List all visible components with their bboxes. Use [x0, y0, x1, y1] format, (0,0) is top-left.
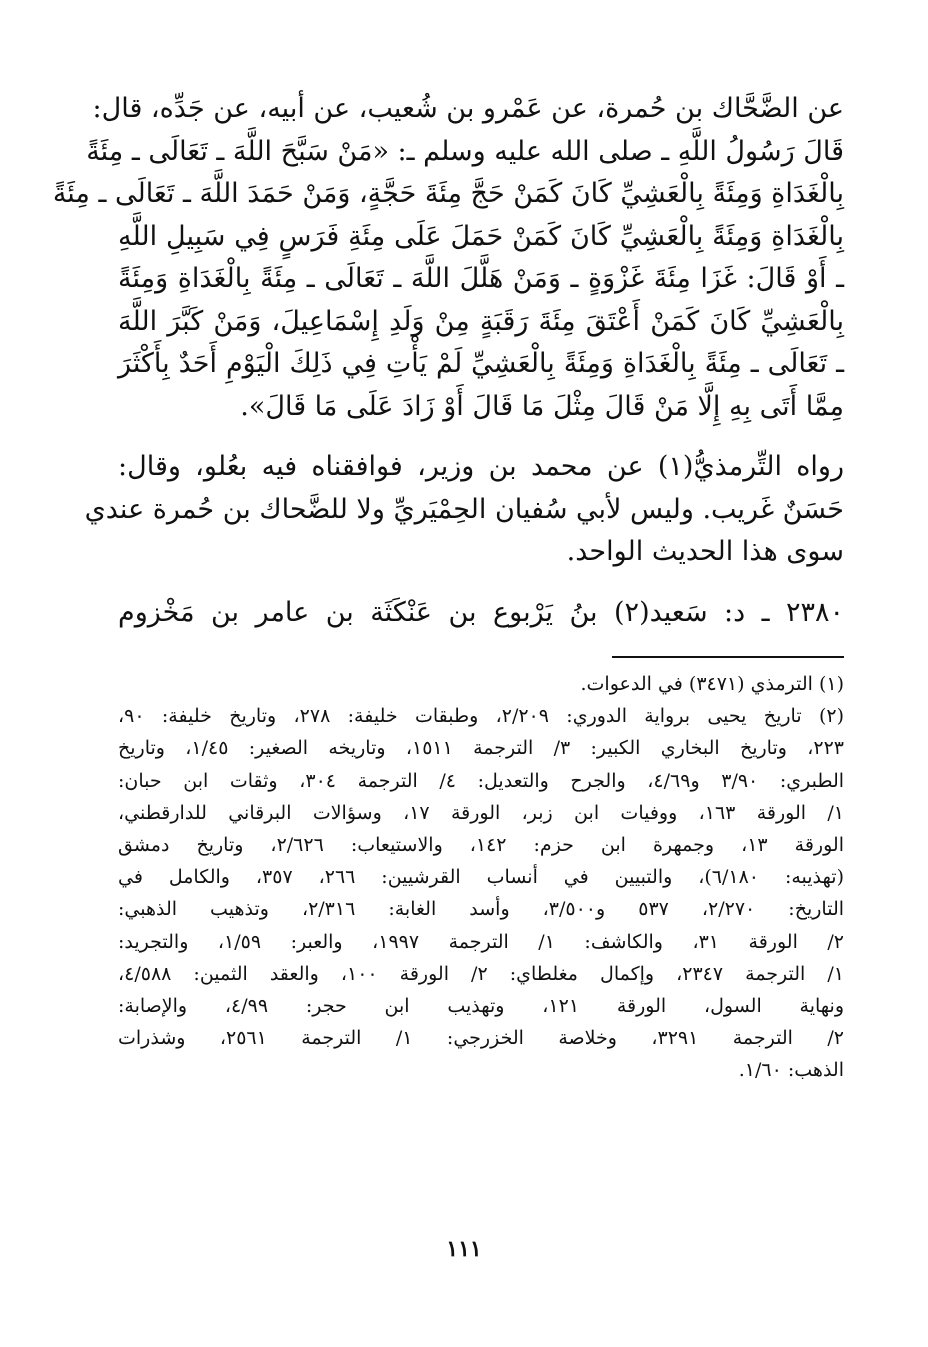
footnotes — [118, 668, 844, 1086]
footnote-separator — [612, 656, 844, 658]
footnote-line: ٢٢٣، وتاريخ البخاري الكبير: ٣/ الترجمة ١٥١١، وتاريخه الصغير: ١/٤٥، وتاريخ — [118, 737, 844, 760]
footnote-line: الطبري: ٣/٩٠ و٤/٦٩، والجرح والتعديل: ٤/ الترجمة ٣٠٤، وثقات ابن حبان: — [118, 769, 845, 792]
footnote-line: ٢/ الورقة ٣١، والكاشف: ١/ الترجمة ١٩٩٧، والعبر: ١/٥٩، والتجريد: — [118, 930, 844, 953]
text-line: بِالْغَدَاةِ وَمِئَةً بِالْعَشِيِّ كَانَ كَمَنْ حَمَلَ عَلَى مِئَةِ فَرَسٍ فِي سَبِيلِ اللَّهِ — [118, 220, 844, 252]
page-number: ١١١ — [446, 1236, 482, 1262]
commentary-paragraph — [84, 446, 844, 574]
page-body — [52, 88, 845, 1086]
text-line: ـ تَعَالَى ـ مِئَةً بِالْغَدَاةِ وَمِئَةً بِالْعَشِيِّ لَمْ يَأْتِ فِي ذَلِكَ الْيَوْمِ أَحَدٌ بِأَكْثَرَ — [118, 348, 844, 379]
text-line: بِالْغَدَاةِ وَمِئَةً بِالْعَشِيِّ كَانَ كَمَنْ حَجَّ مِئَةَ حَجَّةٍ، وَمَنْ حَمَدَ اللَّهَ ـ تَعَالَى ـ مِئَةً — [52, 178, 844, 209]
text-line: ـ أَوْ قَالَ: غَزَا مِئَةَ غَزْوَةٍ ـ وَمَنْ هَلَّلَ اللَّهَ ـ تَعَالَى ـ مِئَةً بِالْغَدَاةِ وَمِئَةً — [118, 263, 844, 294]
footnote-line: الذهب: ١/٦٠. — [738, 1059, 844, 1082]
footnote-2 — [118, 700, 844, 1086]
footnote-line: الورقة ١٣، وجمهرة ابن حزم: ١٤٢، والاستيعاب: ٢/٦٢٦، وتاريخ دمشق — [118, 833, 844, 856]
entry-heading-paragraph — [118, 592, 844, 635]
footnote-1: (١) الترمذي (٣٤٧١) في الدعوات. — [580, 673, 844, 695]
text-line: مِمَّا أَتَى بِهِ إِلَّا مَنْ قَالَ مِثْلَ مَا قَالَ أَوْ زَادَ عَلَى مَا قَالَ». — [240, 390, 844, 422]
footnote-line: ١/ الورقة ١٦٣، ووفيات ابن زبر، الورقة ١٧، وسؤالات البرقاني للدارقطني، — [118, 801, 844, 824]
footnote-line: (٢) تاريخ يحيى برواية الدوري: ٢/٢٠٩، وطبقات خليفة: ٢٧٨، وتاريخ خليفة: ٩٠، — [118, 705, 845, 728]
text-line: عن الضَّحَّاك بن حُمرة، عن عَمْرو بن شُعيب، عن أبيه، عن جَدِّه، قال: — [92, 93, 844, 124]
footnote-line: (تهذيبه: ٦/١٨٠)، والتبيين في أنساب القرشيين: ٢٦٦، ٣٥٧، والكامل في — [118, 866, 844, 889]
footnote-line: ٢/ الترجمة ٣٢٩١، وخلاصة الخزرجي: ١/ الترجمة ٢٥٦١، وشذرات — [118, 1027, 844, 1050]
text-line: بِالْعَشِيِّ كَانَ كَمَنْ أَعْتَقَ مِئَةَ رَقَبَةٍ مِنْ وَلَدِ إِسْمَاعِيلَ، وَمَنْ كَبَّرَ اللَّهَ — [118, 305, 844, 337]
entry-heading: ٢٣٨٠ ـ د: سَعيد(٢) بنُ يَرْبوع بن عَنْكَثَة بن عامر بن مَخْزوم — [118, 596, 845, 628]
text-line: حَسَنٌ غَريب. وليس لأبي سُفيان الحِمْيَريِّ ولا للضَّحاك بن حُمرة عندي — [84, 493, 844, 525]
text-line: سوى هذا الحديث الواحد. — [566, 536, 844, 567]
footnote-line: ١/ الترجمة ٢٣٤٧، وإكمال مغلطاي: ٢/ الورقة ١٠٠، والعقد الثمين: ٤/٥٨٨، — [118, 962, 844, 985]
text-line: قَالَ رَسُولُ اللَّهِ ـ صلى الله عليه وسلم ـ: «مَنْ سَبَّحَ اللَّهَ ـ تَعَالَى ـ مِئَةً — [86, 135, 844, 167]
hadith-paragraph — [52, 88, 844, 428]
text-line: رواه التِّرمذيُّ(١) عن محمد بن وزير، فوافقناه فيه بعُلو، وقال: — [118, 451, 844, 482]
footnote-line: ونهاية السول، الورقة ١٢١، وتهذيب ابن حجر: ٤/٩٩، والإصابة: — [118, 994, 845, 1017]
footnote-line: التاريخ: ٢/٢٧٠، ٥٣٧ و٣/٥٠٠، وأسد الغابة: ٢/٣١٦، وتذهيب الذهبي: — [118, 898, 845, 921]
